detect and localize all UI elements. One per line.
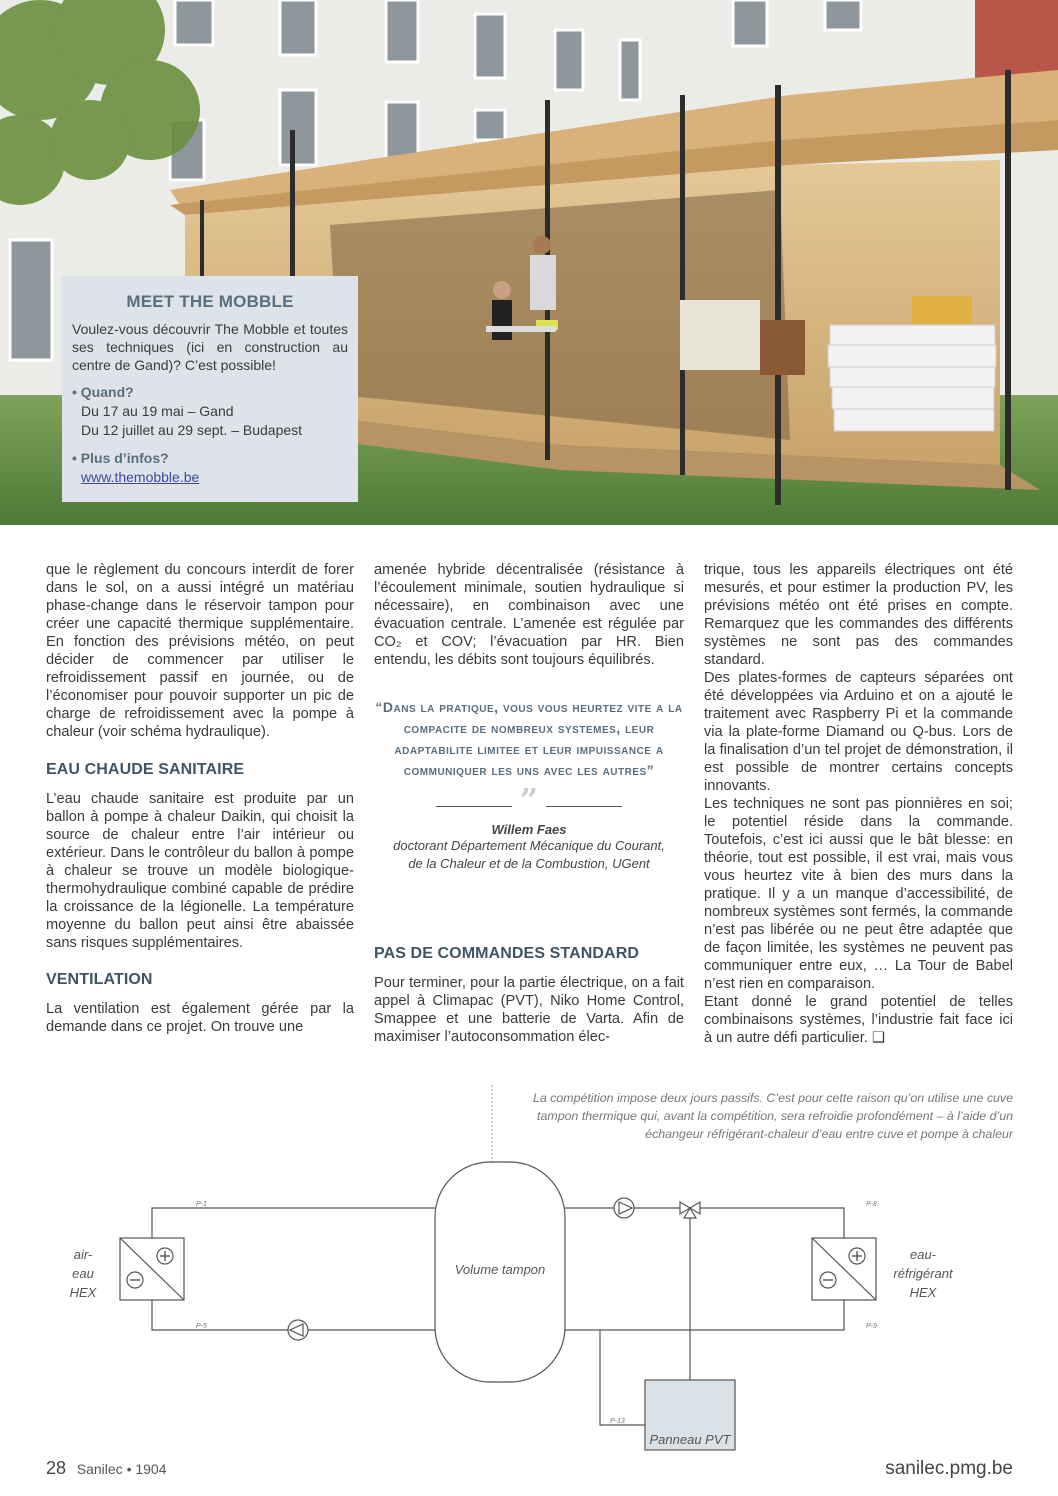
pipe-label-p13: P-13 xyxy=(610,1418,625,1425)
pipe-label-p9: P-9 xyxy=(866,1323,877,1330)
when-line-2: Du 12 juillet au 29 sept. – Budapest xyxy=(81,422,303,438)
quote-author: Willem Faes xyxy=(491,822,567,837)
paragraph: Des plates-formes de capteurs séparées ont été développées via Arduino et on a ajouté le traitement avec Raspberry Pi et la commande via la plate-forme Diamand ou Q-bus. Lors de la finalisation d’un tel projet de démonstration, il est possible de montrer certains concepts innovants. xyxy=(704,670,1013,794)
meet-the-mobble-box xyxy=(62,276,358,502)
end-mark-icon: ❑ xyxy=(871,1030,886,1046)
pvt-panel-label: Panneau PVT xyxy=(649,1432,731,1447)
paragraph: trique, tous les appareils électriques ont été mesurés, et pour estimer la production PV, les prévisions météo ont été prises en compte. Remarquez que les commandes des différents systèmes ne sont pas des commandes standard. xyxy=(704,562,1013,668)
when-label: • Quand? xyxy=(72,384,134,400)
themobble-link[interactable]: www.themobble.be xyxy=(81,469,200,485)
column-2-lower xyxy=(374,944,684,1046)
more-info-label: • Plus d’infos? xyxy=(72,450,169,466)
paragraph: Pour terminer, pour la partie électrique, on a fait appel à Climapac (PVT), Niko Home Control, Smappee et une batterie de Varta. Afin de maximiser l’autoconsommation élec- xyxy=(374,975,684,1045)
infobox-title: MEET THE MOBBLE xyxy=(126,292,294,311)
column-2 xyxy=(374,561,684,669)
column-3 xyxy=(704,561,1013,1047)
pipe-label-p5: P-5 xyxy=(196,1323,207,1330)
section-heading-eau-chaude: EAU CHAUDE SANITAIRE xyxy=(46,761,245,778)
paragraph: L’eau chaude sanitaire est produite par un ballon à pompe à chaleur Daikin, qui choisit la source de chaleur entre l’air intérieur ou extérieur. Dans le contrôleur du ballon à pompe à chaleur se trouve un modèle biologique-thermohydraulique combiné capable de prédire la croissance de la légionelle. La température moyenne du ballon peut ainsi être abaissée sans risques supplémentaires. xyxy=(46,791,354,951)
quote-text: “Dans la pratique, vous vous heurtez vite a la compacite de nombreux systemes, leur adaptabilite limitee et leur impuissance a communiquer les uns avec les autres” xyxy=(375,699,683,778)
magazine-issue: Sanilec • 1904 xyxy=(76,1461,167,1477)
infobox-intro: Voulez-vous découvrir The Mobble et toutes ses techniques (ici en construction au centre de Gand)? C’est possible! xyxy=(72,321,348,373)
infobox-when xyxy=(72,383,348,440)
page-number: 28 xyxy=(46,1458,67,1478)
pipe-label-p1: P-1 xyxy=(196,1201,207,1208)
paragraph: que le règlement du concours interdit de forer dans le sol, on a aussi intégré un matériau phase-change dans le réservoir tampon pour créer une capacité thermique supplémentaire. En fonction des prévisions météo, on peut décider de commencer par utiliser le refroidissement passif en journée, ou de l’économiser pour pouvoir supporter un pic de charge de refroidissement avec la pompe à chaleur (voir schéma hydraulique). xyxy=(46,562,354,740)
paragraph-text: Etant donné le grand potentiel de telles combinaisons systèmes, l’industrie fait face ici à un autre défi particulier. xyxy=(704,994,1013,1046)
paragraph: amenée hybride décentralisée (résistance à l’écoulement minimale, soutien hydraulique si nécessaire), en combinaison avec une évacuation centrale. L’amenée est régulée par CO₂ et COV; l’évacuation par HR. Bien entendu, les débits sont toujours équilibrés. xyxy=(374,562,684,668)
quote-mark-icon: ” xyxy=(519,781,539,819)
paragraph: Les techniques ne sont pas pionnières en soi; le potentiel réside dans la commande. Toutefois, c’est ici aussi que le bât blesse: en théorie, tout est possible, il est vrai, mais vous vous heurtez vite à bien des murs dans la pratique. Il y a un manque d’accessibilité, de nombreux systèmes sont fermés, la commande n’est pas libérée ou ne peut être adaptée que de façon limitée, les systèmes ne peuvent pas communiquer entre eux, … La Tour de Babel n’est rien en comparaison. xyxy=(704,796,1013,992)
paragraph xyxy=(704,993,1013,1047)
section-heading-ventilation: VENTILATION xyxy=(46,971,153,988)
pull-quote xyxy=(374,697,684,873)
when-line-1: Du 17 au 19 mai – Gand xyxy=(81,403,234,419)
paragraph: La ventilation est également gérée par la demande dans ce projet. On trouve une xyxy=(46,1001,354,1035)
quote-divider xyxy=(374,781,684,819)
pipe-label-p8: P-8 xyxy=(866,1201,877,1208)
footer-site-link[interactable]: sanilec.pmg.be xyxy=(885,1458,1013,1479)
section-heading-commandes: PAS DE COMMANDES STANDARD xyxy=(374,945,640,962)
footer-left xyxy=(46,1458,167,1479)
quote-affiliation-2: de la Chaleur et de la Combustion, UGent xyxy=(408,856,650,871)
infobox-more-info xyxy=(72,449,348,487)
water-refrigerant-hex-label: eau- réfrigérant HEX xyxy=(893,1247,953,1300)
valve-icon xyxy=(680,1202,700,1218)
column-1 xyxy=(46,561,354,1036)
air-water-hex-label: air- eau HEX xyxy=(69,1247,97,1300)
diagram-caption: La compétition impose deux jours passifs. C’est pour cette raison qu’on utilise une cuve tampon thermique qui, avant la compétition, sera refroidie profondément – à l’aide d’un échangeur réfrigérant-chaleur d’eau entre cuve et pompe à chaleur xyxy=(532,1091,1013,1141)
tank-label: Volume tampon xyxy=(454,1262,546,1277)
quote-affiliation-1: doctorant Département Mécanique du Courant, xyxy=(393,838,665,853)
